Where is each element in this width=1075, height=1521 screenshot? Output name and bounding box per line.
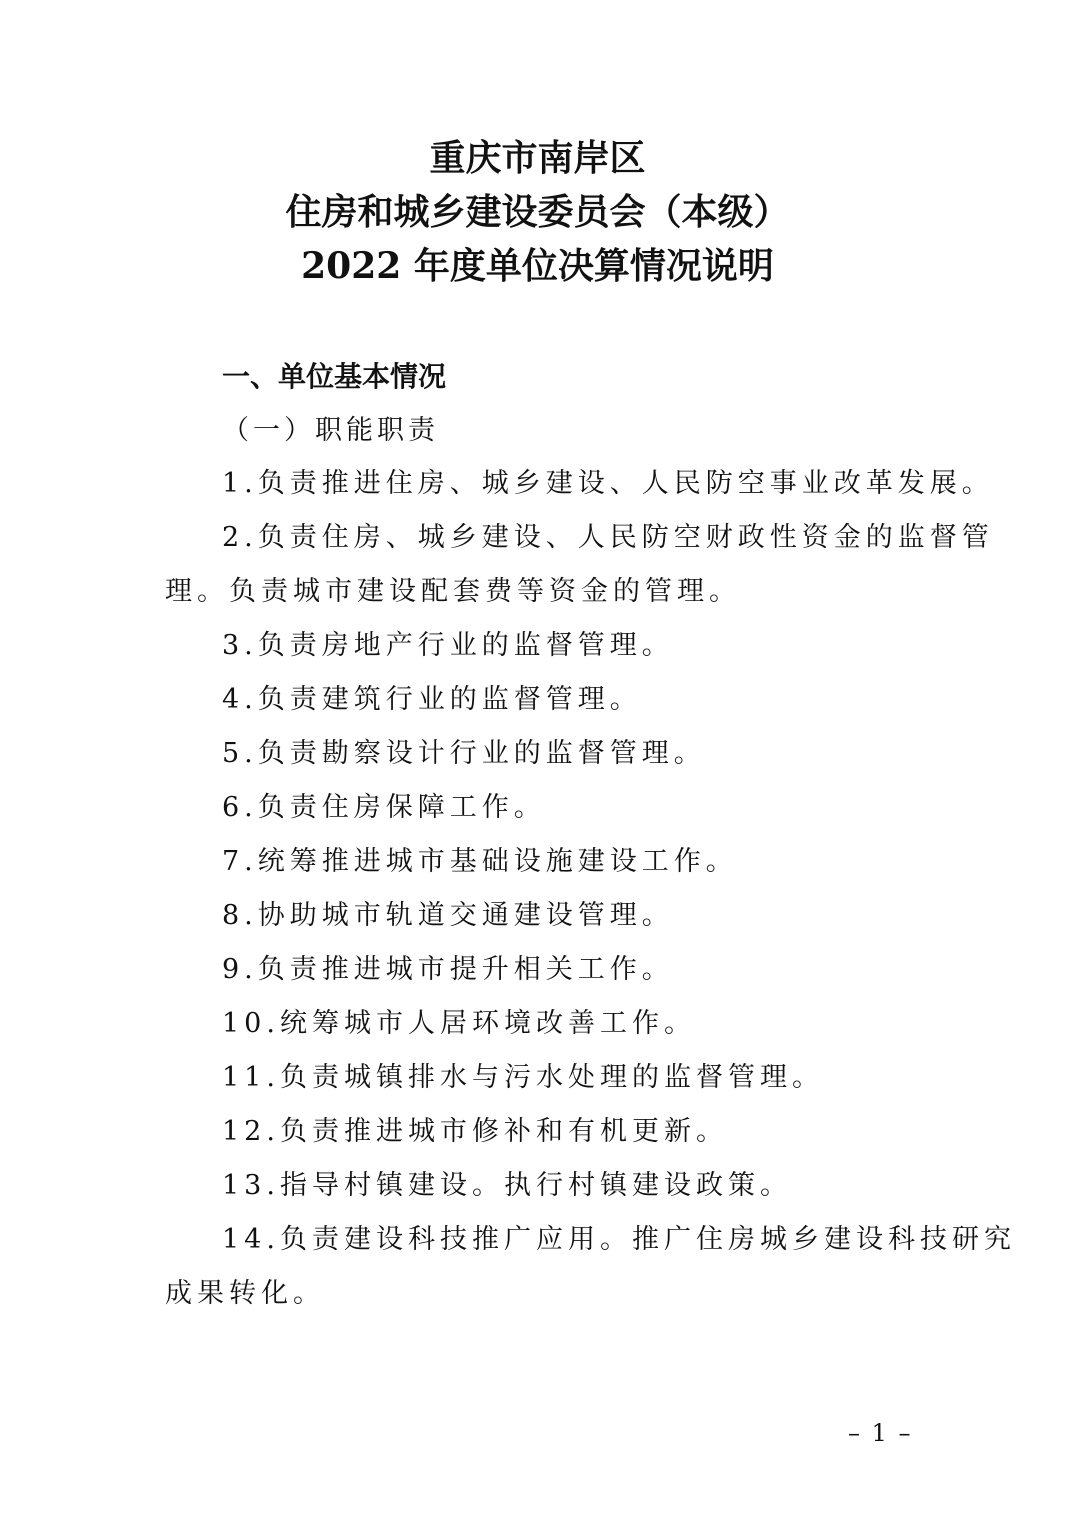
- duty-item-2: 2.负责住房、城乡建设、人民防空财政性资金的监督管: [222, 522, 994, 553]
- duty-item-12: 12.负责推进城市修补和有机更新。: [222, 1116, 728, 1147]
- duty-item-14-continued: 成果转化。: [165, 1278, 325, 1309]
- duty-item-2-continued: 理。负责城市建设配套费等资金的管理。: [165, 576, 741, 607]
- duty-item-8: 8.协助城市轨道交通建设管理。: [222, 900, 674, 931]
- duty-item-5: 5.负责勘察设计行业的监督管理。: [222, 738, 706, 769]
- duty-item-7: 7.统筹推进城市基础设施建设工作。: [222, 846, 738, 877]
- section-heading: 一、单位基本情况: [222, 360, 447, 393]
- title-line-3: 2022 年度单位决算情况说明: [301, 245, 774, 287]
- duty-item-9: 9.负责推进城市提升相关工作。: [222, 954, 674, 985]
- duty-item-4: 4.负责建筑行业的监督管理。: [222, 684, 642, 715]
- page-number: – 1 –: [848, 1419, 913, 1447]
- duty-item-3: 3.负责房地产行业的监督管理。: [222, 630, 674, 661]
- title-line-1: 重庆市南岸区: [429, 137, 646, 179]
- title-line-2: 住房和城乡建设委员会（本级）: [285, 191, 790, 233]
- duty-item-10: 10.统筹城市人居环境改善工作。: [222, 1008, 696, 1039]
- duty-item-1: 1.负责推进住房、城乡建设、人民防空事业改革发展。: [222, 468, 994, 499]
- duty-item-11: 11.负责城镇排水与污水处理的监督管理。: [222, 1062, 824, 1093]
- subsection-heading: （一）职能职责: [222, 415, 439, 446]
- duty-item-14: 14.负责建设科技推广应用。推广住房城乡建设科技研究: [222, 1224, 1016, 1255]
- duty-item-6: 6.负责住房保障工作。: [222, 792, 546, 823]
- duty-item-13: 13.指导村镇建设。执行村镇建设政策。: [222, 1170, 792, 1201]
